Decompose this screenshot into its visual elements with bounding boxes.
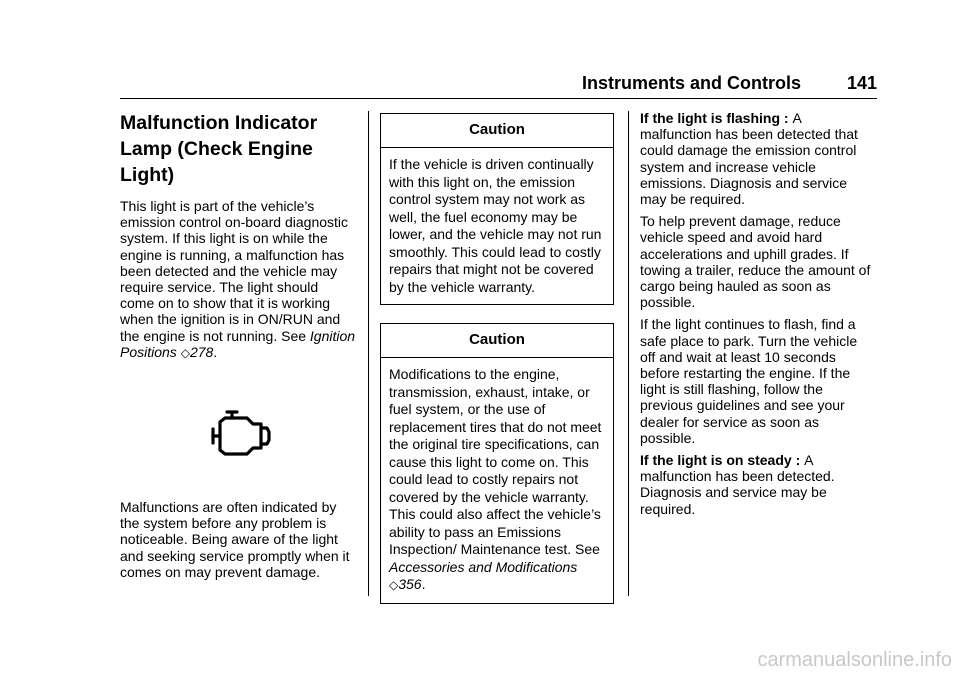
xref-page[interactable]: 356 [398,576,422,593]
column-left [120,110,356,586]
column-divider [368,111,369,596]
caution-box [380,323,614,604]
xref-arrow-icon: ◇ [389,578,399,593]
paragraph: This light is part of the vehicle’s emission control on-board diagnostic system. If this light is on while the engine is running, a malfunction has been detected and the vehicle may require service. The light should come on to show that it is working when the ignition is in ON/RUN and the engine is not running. See Ignition Positions ◇278. [120,198,356,360]
page-number: 141 [846,73,877,93]
caution-body: Modifications to the engine, transmission, exhaust, intake, or fuel system, or the use of replacement tires that do not meet the original tire specifications, can cause this light to come on. This could lead to costly repairs not covered by the vehicle warranty. This could also affect the vehicle’s ability to pass an Emissions Inspection/ Maintenance test. See Accessories and Modifications ◇356. [389,366,602,593]
steady-label: If the light is on steady : [640,452,805,469]
column-divider [628,111,629,596]
paragraph: Malfunctions are often indicated by the system before any problem is noticeable. Being aware of the light and seeking service promptly when it comes on may prevent damage. [120,499,350,580]
caution-body: If the vehicle is driven continually with this light on, the emission control system may not work as well, the fuel economy may be lower, and the vehicle may not run smoothly. This could lead to costly repairs that might not be covered by the vehicle warranty. [389,156,602,295]
paragraph: If the light is on steady : A malfunction has been detected. Diagnosis and service may be required. [640,452,835,517]
column-right [640,110,876,523]
caution-box [380,113,614,305]
paragraph: If the light is flashing : A malfunction has been detected that could damage the emission control system and increase vehicle emissions. Diagnosis and service may be required. [640,110,858,208]
caution-title: Caution [381,114,613,148]
page-header [0,0,877,96]
xref-arrow-icon: ◇ [180,345,190,360]
flash-label: If the light is flashing : [640,110,793,126]
column-middle [380,113,614,622]
topic-title: Malfunction Indicator Lamp (Check Engine Light) [120,112,318,186]
xref-link[interactable]: Ignition Positions [120,327,356,360]
xref-page[interactable]: 278 [189,343,214,360]
xref-link[interactable]: Accessories and Modifications [389,558,578,575]
paragraph: If the light continues to flash, find a safe place to park. Turn the vehicle off and wait at least 10 seconds before restarting the engine. If the light is still flashing, follow the previous guidelines and see your dealer for service as soon as possible. [640,316,858,446]
paragraph: To help prevent damage, reduce vehicle speed and avoid hard accelerations and uphill grades. If towing a trailer, reduce the amount of cargo being hauled as soon as possible. [640,213,871,311]
caution-title: Caution [381,324,613,358]
watermark: carmanualsonline.info [757,649,952,671]
header-rule [120,98,877,99]
check-engine-icon [120,379,356,489]
section-title: Instruments and Controls [581,73,801,93]
